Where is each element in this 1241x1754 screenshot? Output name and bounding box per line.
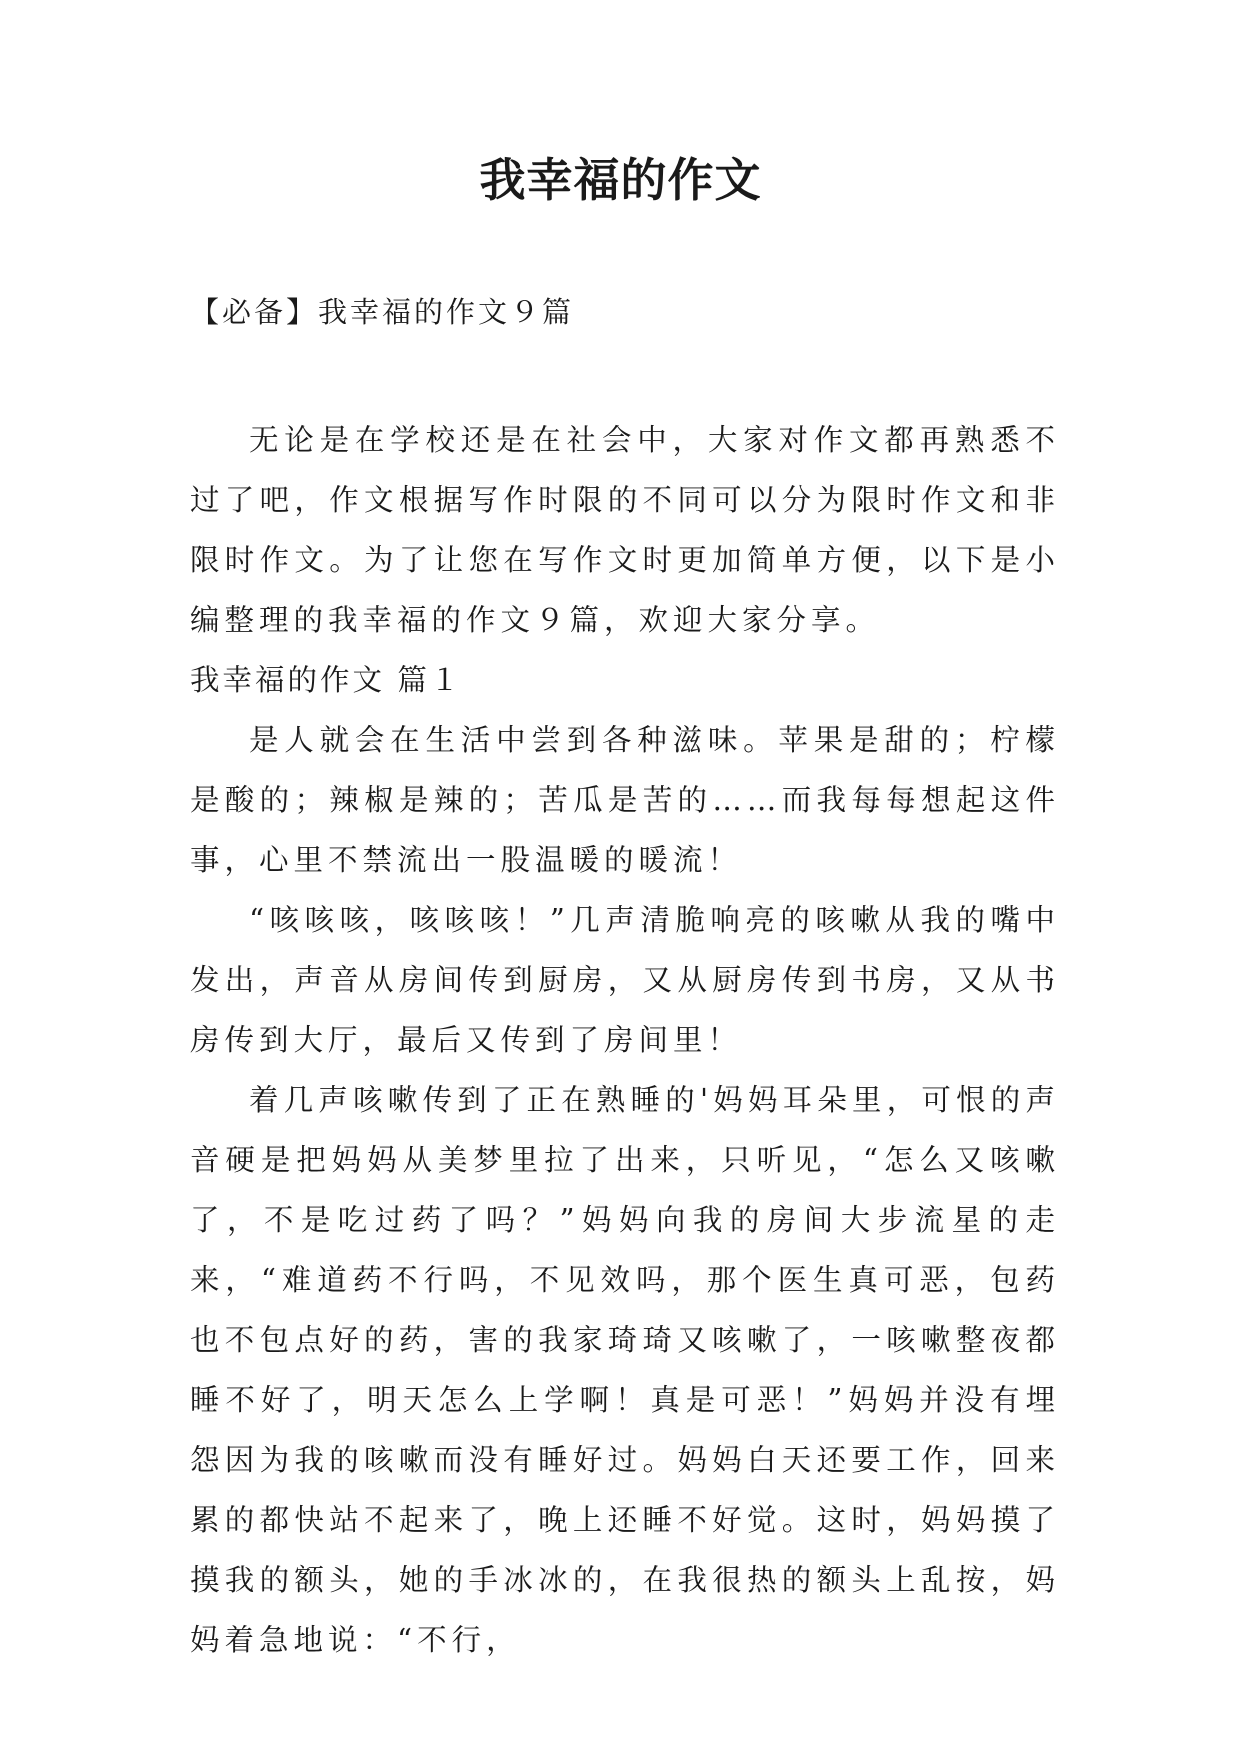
section-heading: 我幸福的作文 篇１ bbox=[190, 663, 463, 697]
document-title: 我幸福的作文 bbox=[479, 153, 762, 207]
document-body bbox=[190, 410, 1060, 1670]
body-paragraph-1: 是人就会在生活中尝到各种滋味。苹果是甜的；柠檬是酸的；辣椒是辣的；苦瓜是苦的……而我每每想起这件事，心里不禁流出一股温暖的暖流！ bbox=[190, 723, 1060, 877]
intro-paragraph: 无论是在学校还是在社会中，大家对作文都再熟悉不过了吧，作文根据写作时限的不同可以分为限时作文和非限时作文。为了让您在写作文时更加简单方便，以下是小编整理的我幸福的作文９篇，欢迎大家分享。 bbox=[190, 423, 1060, 637]
document-subtitle: 【必备】我幸福的作文９篇 bbox=[190, 295, 575, 329]
body-paragraph-2: “咳咳咳，咳咳咳！”几声清脆响亮的咳嗽从我的嘴中发出，声音从房间传到厨房，又从厨房传到书房，又从书房传到大厅，最后又传到了房间里！ bbox=[190, 903, 1060, 1057]
body-paragraph-3: 着几声咳嗽传到了正在熟睡的'妈妈耳朵里，可恨的声音硬是把妈妈从美梦里拉了出来，只听见，“怎么又咳嗽了，不是吃过药了吗？”妈妈向我的房间大步流星的走来，“难道药不行吗，不见效吗，那个医生真可恶，包药也不包点好的药，害的我家琦琦又咳嗽了，一咳嗽整夜都睡不好了，明天怎么上学啊！真是可恶！”妈妈并没有埋怨因为我的咳嗽而没有睡好过。妈妈白天还要工作，回来累的都快站不起来了，晚上还睡不好觉。这时，妈妈摸了摸我的额头，她的手冰冰的，在我很热的额头上乱按，妈妈着急地说：“不行， bbox=[190, 1083, 1060, 1657]
